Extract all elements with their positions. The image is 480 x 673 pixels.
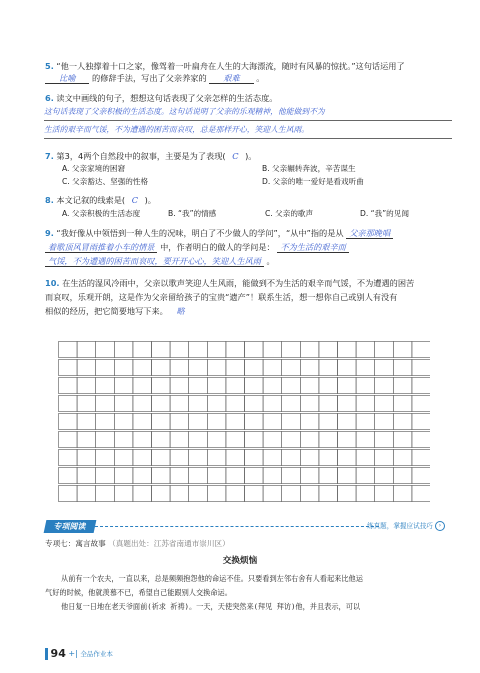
- grid-cell[interactable]: [393, 432, 412, 448]
- grid-cell[interactable]: [96, 342, 115, 358]
- question-number: 5.: [45, 61, 54, 71]
- grid-cell[interactable]: [300, 396, 319, 412]
- grid-cell[interactable]: [152, 486, 171, 502]
- grid-cell[interactable]: [412, 396, 430, 412]
- grid-cell[interactable]: [133, 378, 152, 394]
- grid-cell[interactable]: [263, 468, 282, 484]
- grid-cell[interactable]: [114, 342, 133, 358]
- grid-cell[interactable]: [282, 432, 301, 448]
- grid-cell[interactable]: [207, 486, 226, 502]
- question-text: 。: [256, 73, 265, 83]
- grid-cell[interactable]: [59, 486, 78, 502]
- question-9: [45, 226, 445, 268]
- grid-cell[interactable]: [356, 432, 375, 448]
- question-text: )。: [144, 195, 156, 205]
- option-a[interactable]: A. 父亲积极的生活态度: [62, 209, 141, 218]
- footer-bar: [45, 648, 48, 660]
- grid-cell[interactable]: [263, 486, 282, 502]
- grid-cell[interactable]: [152, 432, 171, 448]
- question-text: 第3，4两个自然段中的叙事，主要是为了表现(: [56, 151, 226, 161]
- grid-cell[interactable]: [393, 414, 412, 430]
- question-text: “我好像从中领悟到一种人生的况味，明白了不少做人的学问”，“从中”指的是从: [56, 228, 344, 238]
- question-text: “他一人独撑着十口之家，像驾着一叶扁舟在人生的大海漂流，随时有风暴的惊扰。”这句话运用了: [56, 61, 405, 71]
- question-text: 的修辞手法，写出了父亲养家的: [92, 73, 207, 83]
- answer-blank[interactable]: 气馁，不为遭遇的困苦而哀叹，要开开心心，笑迎人生风雨: [45, 256, 264, 267]
- grid-cell[interactable]: [412, 486, 430, 502]
- grid-cell[interactable]: [412, 378, 430, 394]
- grid-cell[interactable]: [282, 486, 301, 502]
- grid-cell[interactable]: [152, 396, 171, 412]
- question-text: 读文中画线的句子，想想这句话表现了父亲怎样的生活态度。: [56, 93, 278, 103]
- grid-cell[interactable]: [170, 396, 189, 412]
- grid-cell[interactable]: [226, 378, 245, 394]
- grid-cell[interactable]: [133, 432, 152, 448]
- grid-cell[interactable]: [170, 468, 189, 484]
- grid-cell[interactable]: [133, 414, 152, 430]
- grid-cell[interactable]: [338, 396, 357, 412]
- grid-cell[interactable]: [412, 414, 430, 430]
- grid-cell[interactable]: [375, 450, 394, 466]
- grid-cell[interactable]: [300, 486, 319, 502]
- grid-cell[interactable]: [152, 378, 171, 394]
- grid-cell[interactable]: [356, 450, 375, 466]
- option-b[interactable]: B. 父亲辗转奔波，辛苦谋生: [262, 164, 356, 173]
- grid-cell[interactable]: [226, 396, 245, 412]
- grid-cell[interactable]: [393, 378, 412, 394]
- grid-cell[interactable]: [59, 468, 78, 484]
- grid-cell[interactable]: [189, 486, 208, 502]
- grid-cell[interactable]: [170, 486, 189, 502]
- answer-line[interactable]: 生活的艰辛而气馁，不为遭遇的困苦而哀叹，总是那样开心，笑迎人生风雨。: [44, 122, 452, 139]
- grid-cell[interactable]: [96, 378, 115, 394]
- grid-cell[interactable]: [338, 450, 357, 466]
- grid-cell[interactable]: [189, 432, 208, 448]
- grid-cell[interactable]: [59, 360, 78, 376]
- question-text: 。: [266, 256, 275, 266]
- grid-cell[interactable]: [189, 396, 208, 412]
- grid-cell[interactable]: [133, 396, 152, 412]
- question-text: 相似的经历，把它简要地写下来。: [45, 306, 168, 316]
- grid-cell[interactable]: [356, 378, 375, 394]
- grid-cell[interactable]: [77, 378, 96, 394]
- grid-cell[interactable]: [114, 414, 133, 430]
- grid-cell[interactable]: [77, 468, 96, 484]
- handwritten-mark: 略: [176, 306, 185, 316]
- grid-cell[interactable]: [152, 360, 171, 376]
- grid-cell[interactable]: [393, 342, 412, 358]
- grid-cell[interactable]: [226, 486, 245, 502]
- section-label: 专项阅读: [44, 520, 97, 533]
- grid-cell[interactable]: [59, 396, 78, 412]
- grid-cell[interactable]: [207, 450, 226, 466]
- section-title-line: [45, 538, 230, 550]
- answer-line[interactable]: 这句话表现了父亲积极的生活态度。这句话说明了父亲的乐观精神，他能做到不为: [44, 104, 452, 121]
- grid-cell[interactable]: [393, 468, 412, 484]
- grid-cell[interactable]: [300, 432, 319, 448]
- grid-cell[interactable]: [412, 342, 430, 358]
- grid-cell[interactable]: [319, 342, 338, 358]
- grid-cell[interactable]: [152, 450, 171, 466]
- grid-cell[interactable]: [263, 378, 282, 394]
- grid-cell[interactable]: [412, 432, 430, 448]
- grid-cell[interactable]: [282, 468, 301, 484]
- answer-blank[interactable]: 艰难: [209, 73, 253, 84]
- grid-cell[interactable]: [319, 414, 338, 430]
- grid-cell[interactable]: [114, 378, 133, 394]
- grid-cell[interactable]: [300, 378, 319, 394]
- grid-cell[interactable]: [393, 396, 412, 412]
- grid-cell[interactable]: [152, 414, 171, 430]
- grid-cell[interactable]: [189, 378, 208, 394]
- grid-cell[interactable]: [77, 360, 96, 376]
- grid-cell[interactable]: [152, 342, 171, 358]
- paragraph: 他日复一日地在老天爷面前(祈求 祈祷)。一天，天使突然来(拜见 拜访)他，并且表示，可以: [61, 602, 361, 611]
- answer-blank[interactable]: 父亲那晚唱: [346, 228, 393, 239]
- grid-cell[interactable]: [375, 342, 394, 358]
- paragraph: 从前有一个农夫，一直以来，总是频频抱怨他的命运不佳。只要看到左邻右舍有人看起来比他运: [61, 574, 363, 583]
- grid-cell[interactable]: [96, 414, 115, 430]
- grid-cell[interactable]: [338, 378, 357, 394]
- grid-cell[interactable]: [226, 414, 245, 430]
- grid-cell[interactable]: [245, 378, 264, 394]
- grid-cell[interactable]: [356, 468, 375, 484]
- grid-cell[interactable]: [189, 342, 208, 358]
- grid-cell[interactable]: [133, 468, 152, 484]
- grid-cell[interactable]: [207, 414, 226, 430]
- grid-cell[interactable]: [282, 450, 301, 466]
- question-text: )。: [245, 151, 257, 161]
- grid-cell[interactable]: [114, 432, 133, 448]
- grid-cell[interactable]: [170, 432, 189, 448]
- grid-cell[interactable]: [300, 360, 319, 376]
- grid-cell[interactable]: [319, 450, 338, 466]
- grid-cell[interactable]: [319, 432, 338, 448]
- question-6: [45, 92, 445, 104]
- grid-cell[interactable]: [77, 486, 96, 502]
- grid-cell[interactable]: [114, 360, 133, 376]
- grid-cell[interactable]: [319, 360, 338, 376]
- grid-cell[interactable]: [207, 378, 226, 394]
- grid-cell[interactable]: [338, 486, 357, 502]
- grid-cell[interactable]: [96, 396, 115, 412]
- grid-cell[interactable]: [375, 396, 394, 412]
- grid-cell[interactable]: [114, 468, 133, 484]
- footer-separator: +|: [68, 649, 78, 658]
- grid-cell[interactable]: [96, 486, 115, 502]
- grid-cell[interactable]: [375, 486, 394, 502]
- question-text: 本文记叙的线索是(: [56, 195, 126, 205]
- question-7: [45, 150, 445, 162]
- grid-cell[interactable]: [77, 396, 96, 412]
- answer-choice[interactable]: C: [232, 151, 239, 161]
- grid-cell[interactable]: [338, 342, 357, 358]
- divider: [95, 526, 379, 527]
- grid-cell[interactable]: [338, 432, 357, 448]
- grid-cell[interactable]: [393, 486, 412, 502]
- grid-cell[interactable]: [226, 342, 245, 358]
- writing-grid[interactable]: [58, 341, 430, 503]
- grid-cell[interactable]: [319, 396, 338, 412]
- grid-cell[interactable]: [393, 450, 412, 466]
- answer-blank[interactable]: 比喻: [45, 73, 89, 84]
- grid-cell[interactable]: [96, 468, 115, 484]
- question-number: 10.: [45, 278, 60, 288]
- grid-cell[interactable]: [152, 468, 171, 484]
- grid-cell[interactable]: [338, 414, 357, 430]
- grid-cell[interactable]: [59, 378, 78, 394]
- grid-cell[interactable]: [77, 414, 96, 430]
- answer-choice[interactable]: C: [131, 195, 138, 205]
- grid-cell[interactable]: [96, 432, 115, 448]
- grid-cell[interactable]: [245, 432, 264, 448]
- grid-cell[interactable]: [226, 450, 245, 466]
- grid-cell[interactable]: [245, 468, 264, 484]
- grid-cell[interactable]: [96, 450, 115, 466]
- story-text: [45, 572, 450, 614]
- grid-cell[interactable]: [226, 432, 245, 448]
- section-title: 专项七：寓言故事: [45, 539, 106, 548]
- grid-cell[interactable]: [245, 486, 264, 502]
- grid-cell[interactable]: [263, 414, 282, 430]
- grid-cell[interactable]: [263, 396, 282, 412]
- grid-cell[interactable]: [59, 450, 78, 466]
- grid-cell[interactable]: [170, 450, 189, 466]
- grid-cell[interactable]: [412, 468, 430, 484]
- grid-cell[interactable]: [282, 414, 301, 430]
- grid-cell[interactable]: [375, 468, 394, 484]
- option-d[interactable]: D. “我”的见闻: [360, 209, 409, 218]
- grid-cell[interactable]: [77, 432, 96, 448]
- grid-cell[interactable]: [114, 486, 133, 502]
- grid-cell[interactable]: [356, 396, 375, 412]
- grid-cell[interactable]: [114, 450, 133, 466]
- grid-cell[interactable]: [207, 468, 226, 484]
- grid-cell[interactable]: [189, 414, 208, 430]
- grid-cell[interactable]: [375, 360, 394, 376]
- grid-cell[interactable]: [282, 396, 301, 412]
- grid-cell[interactable]: [245, 450, 264, 466]
- grid-cell[interactable]: [59, 414, 78, 430]
- grid-cell[interactable]: [282, 378, 301, 394]
- option-c[interactable]: C. 父亲的歌声: [265, 209, 314, 218]
- grid-cell[interactable]: [356, 360, 375, 376]
- grid-cell[interactable]: [319, 378, 338, 394]
- grid-cell[interactable]: [226, 468, 245, 484]
- grid-cell[interactable]: [356, 486, 375, 502]
- question-number: 7.: [45, 151, 54, 161]
- grid-cell[interactable]: [412, 360, 430, 376]
- grid-cell[interactable]: [300, 342, 319, 358]
- grid-cell[interactable]: [338, 360, 357, 376]
- grid-cell[interactable]: [133, 450, 152, 466]
- footer: [45, 647, 113, 661]
- grid-cell[interactable]: [393, 360, 412, 376]
- answer-blank[interactable]: 着歌顶风冒雨推着小车的情景: [45, 242, 157, 253]
- grid-cell[interactable]: [170, 378, 189, 394]
- question-number: 6.: [45, 93, 54, 103]
- grid-cell[interactable]: [207, 432, 226, 448]
- grid-cell[interactable]: [226, 360, 245, 376]
- grid-cell[interactable]: [319, 468, 338, 484]
- grid-cell[interactable]: [189, 450, 208, 466]
- grid-cell[interactable]: [207, 396, 226, 412]
- grid-cell[interactable]: [170, 414, 189, 430]
- source-note: （真题出处：江苏省南通市崇川区）: [108, 539, 230, 548]
- grid-cell[interactable]: [189, 360, 208, 376]
- grid-cell[interactable]: [375, 414, 394, 430]
- question-8: [45, 194, 445, 206]
- grid-cell[interactable]: [114, 396, 133, 412]
- grid-cell[interactable]: [245, 414, 264, 430]
- grid-cell[interactable]: [263, 450, 282, 466]
- story-title: 交换烦恼: [222, 556, 258, 566]
- grid-cell[interactable]: [133, 486, 152, 502]
- section-banner: [45, 520, 445, 533]
- grid-cell[interactable]: [207, 342, 226, 358]
- grid-cell[interactable]: [412, 450, 430, 466]
- page-number: 94: [50, 647, 66, 660]
- question-text: 中，作者明白的做人的学问是：: [160, 242, 275, 252]
- grid-cell[interactable]: [245, 342, 264, 358]
- grid-cell[interactable]: [375, 432, 394, 448]
- grid-cell[interactable]: [282, 342, 301, 358]
- grid-cell[interactable]: [77, 342, 96, 358]
- option-d[interactable]: D. 父亲的唯一爱好是看戏听曲: [262, 177, 364, 186]
- option-b[interactable]: B. “我”的情感: [168, 209, 217, 218]
- grid-cell[interactable]: [59, 342, 78, 358]
- option-a[interactable]: A. 父亲家境的困窘: [62, 164, 126, 173]
- grid-cell[interactable]: [263, 360, 282, 376]
- grid-cell[interactable]: [356, 342, 375, 358]
- grid-cell[interactable]: [263, 432, 282, 448]
- grid-cell[interactable]: [338, 468, 357, 484]
- question-number: 9.: [45, 228, 54, 238]
- grid-cell[interactable]: [300, 450, 319, 466]
- grid-cell[interactable]: [170, 360, 189, 376]
- grid-cell[interactable]: [356, 414, 375, 430]
- grid-cell[interactable]: [77, 450, 96, 466]
- grid-cell[interactable]: [133, 342, 152, 358]
- question-5: [45, 60, 445, 84]
- question-10: [45, 276, 445, 318]
- paragraph: 气好的时候，他就羡慕不已，希望自己能跟别人交换命运。: [45, 588, 232, 597]
- question-text: 在生活的湿风冷雨中，父亲以歌声笑迎人生风雨，能做到不为生活的艰辛而气馁，不为遭遇的困苦: [62, 278, 415, 288]
- grid-cell[interactable]: [207, 360, 226, 376]
- grid-cell[interactable]: [96, 360, 115, 376]
- grid-cell[interactable]: [170, 342, 189, 358]
- grid-cell[interactable]: [300, 468, 319, 484]
- question-number: 8.: [45, 195, 54, 205]
- grid-cell[interactable]: [133, 360, 152, 376]
- grid-cell[interactable]: [245, 396, 264, 412]
- book-name: 全品作业本: [80, 650, 113, 658]
- answer-blank[interactable]: 不为生活的艰辛而: [277, 242, 349, 253]
- arrow-circle-icon: ›: [435, 521, 445, 531]
- grid-cell[interactable]: [375, 378, 394, 394]
- grid-cell[interactable]: [319, 486, 338, 502]
- grid-cell[interactable]: [300, 414, 319, 430]
- grid-cell[interactable]: [189, 468, 208, 484]
- grid-cell[interactable]: [263, 342, 282, 358]
- grid-cell[interactable]: [59, 432, 78, 448]
- grid-cell[interactable]: [282, 360, 301, 376]
- grid-cell[interactable]: [245, 360, 264, 376]
- option-c[interactable]: C. 父亲豁达、坚强的性格: [62, 177, 149, 186]
- section-tagline: 练真题，掌握应试技巧 ›: [367, 520, 445, 533]
- question-text: 而哀叹，乐观开朗，这是作为父亲留给孩子的宝贵“遗产”！联系生活，想一想你自己或别人有没有: [45, 292, 398, 302]
